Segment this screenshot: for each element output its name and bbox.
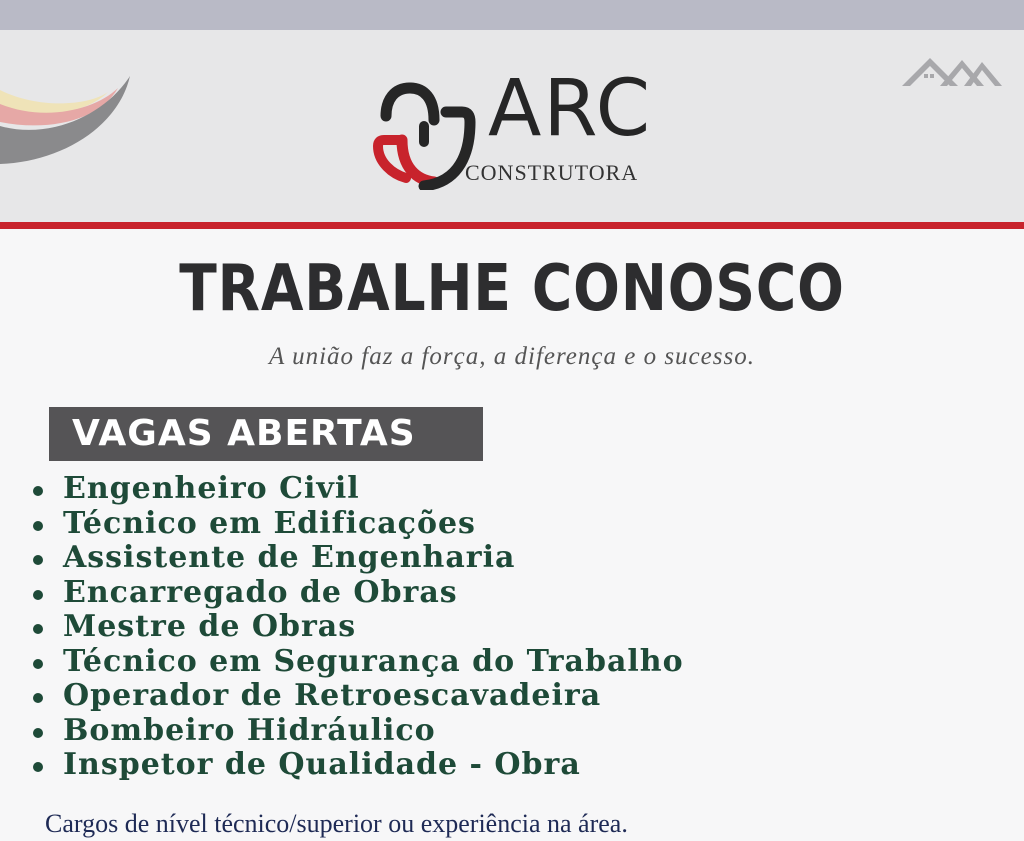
job-title: Operador de Retroescavadeira: [63, 678, 602, 713]
page-title: TRABALHE CONOSCO: [179, 252, 845, 326]
job-title: Técnico em Edificações: [63, 505, 476, 541]
list-item: [31, 610, 684, 645]
job-title: Bombeiro Hidráulico: [63, 712, 436, 748]
list-item: [31, 679, 684, 714]
job-title: Engenheiro Civil: [63, 471, 360, 506]
bullet-icon: [33, 762, 43, 772]
top-strip: [0, 0, 1024, 30]
bullet-icon: [33, 521, 43, 531]
list-item: [31, 541, 684, 576]
bullet-icon: [33, 486, 43, 496]
header-divider: [0, 222, 1024, 229]
brand-subtitle: CONSTRUTORA: [465, 160, 639, 185]
list-item: [31, 472, 684, 507]
list-item: [31, 576, 684, 611]
tagline: A união faz a força, a diferença e o sucesso.: [269, 343, 755, 370]
job-title: Assistente de Engenharia: [63, 540, 516, 575]
bullet-icon: [33, 555, 43, 565]
list-item: [31, 714, 684, 749]
bullet-icon: [33, 693, 43, 703]
bullet-icon: [33, 728, 43, 738]
brand-name: ARC: [488, 64, 653, 154]
job-title: Técnico em Segurança do Trabalho: [63, 643, 684, 679]
arc-logo-mark-icon: [372, 82, 476, 190]
job-title: Mestre de Obras: [63, 609, 357, 644]
list-item: [31, 507, 684, 542]
job-list: [31, 472, 684, 783]
footer-note: Cargos de nível técnico/superior ou experiência na área.: [45, 809, 628, 838]
list-item: [31, 645, 684, 680]
house-roofs-icon: [900, 52, 1004, 88]
section-label: VAGAS ABERTAS: [72, 413, 416, 454]
bullet-icon: [33, 624, 43, 634]
swoosh-icon: [0, 70, 135, 165]
bullet-icon: [33, 659, 43, 669]
job-title: Inspetor de Qualidade - Obra: [63, 747, 581, 782]
bullet-icon: [33, 590, 43, 600]
job-title: Encarregado de Obras: [63, 574, 458, 610]
list-item: [31, 748, 684, 783]
